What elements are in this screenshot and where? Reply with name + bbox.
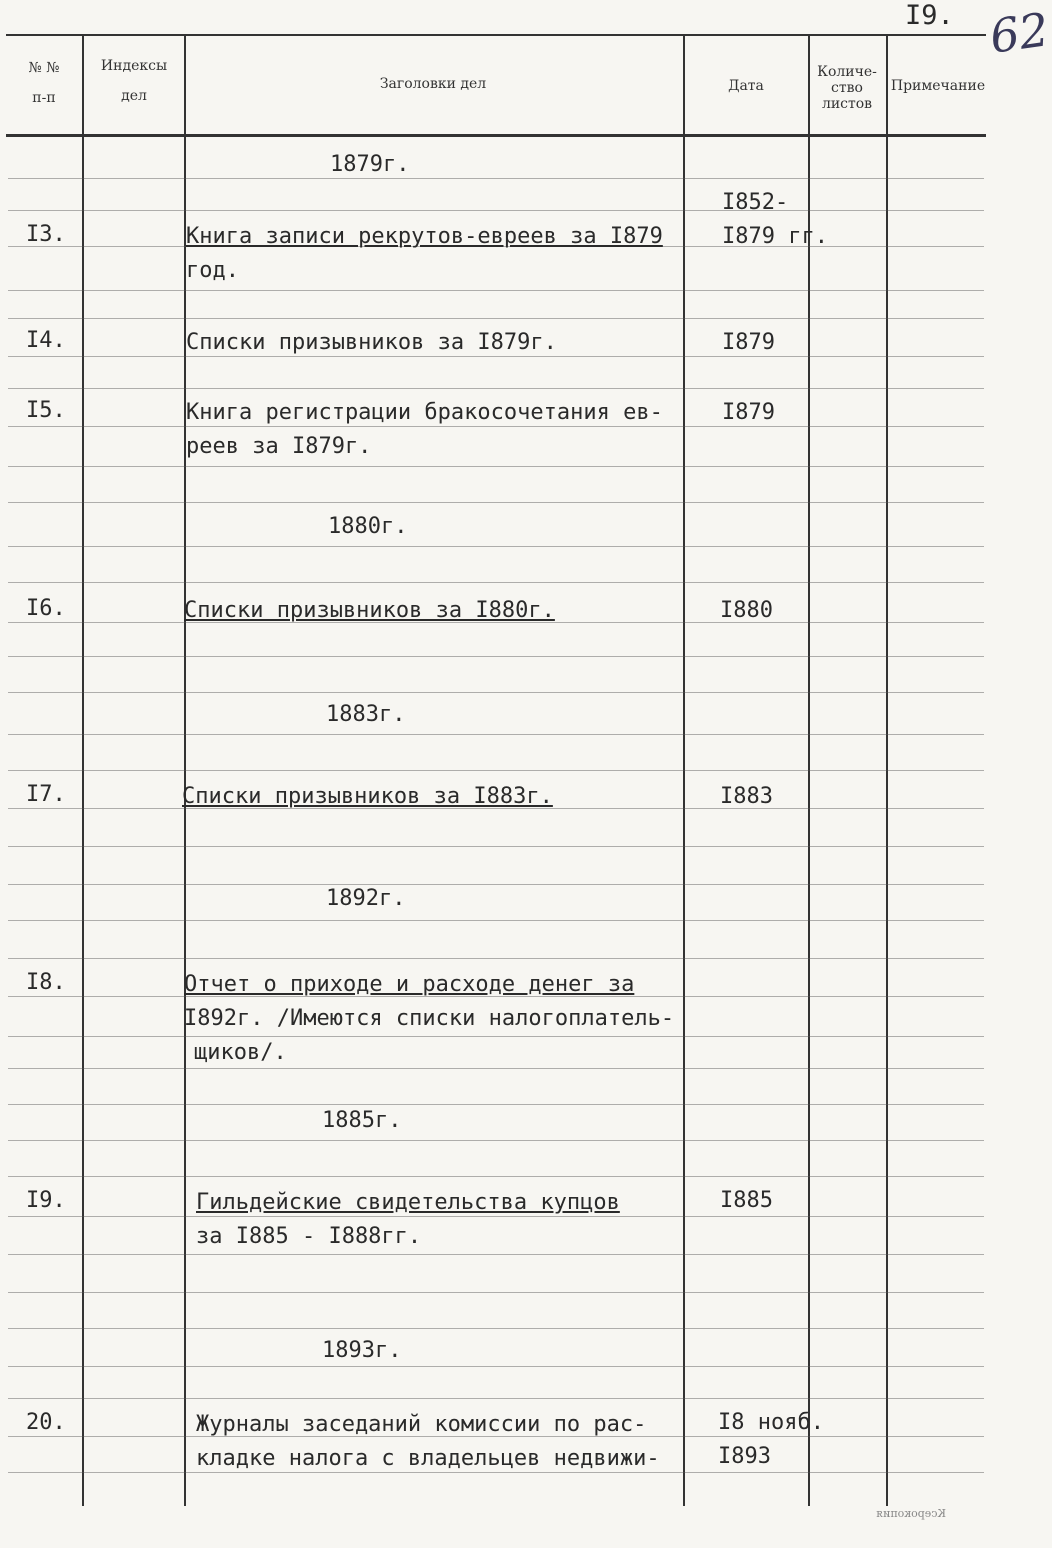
- entry-title-line: Списки призывников за I880г.: [184, 598, 555, 623]
- ruled-line: [8, 356, 984, 357]
- ruled-line: [8, 1036, 984, 1037]
- ruled-line: [8, 426, 984, 427]
- page-number: I9.: [905, 0, 954, 31]
- handwritten-page-mark: 62: [986, 2, 1052, 64]
- entry-title-line: реев за I879г.: [186, 434, 372, 459]
- ruled-line: [8, 920, 984, 921]
- header-sheets: Количе- ство листов: [817, 64, 877, 112]
- ruled-line: [8, 1140, 984, 1141]
- ruled-line: [8, 1216, 984, 1217]
- ruled-line: [8, 502, 984, 503]
- year-heading: 1883г.: [326, 702, 406, 727]
- ruled-line: [8, 958, 984, 959]
- col-divider-1: [82, 36, 84, 1506]
- entry-title-line: Журналы заседаний комиссии по рас-: [196, 1412, 647, 1437]
- year-heading: 1879г.: [330, 152, 410, 177]
- ruled-line: [8, 1366, 984, 1367]
- entry-title-line: Списки призывников за I883г.: [182, 784, 553, 809]
- entry-title-line: Гильдейские свидетельства купцов: [196, 1190, 620, 1215]
- entry-title-line: за I885 - I888гг.: [196, 1224, 422, 1249]
- ruled-line: [8, 210, 984, 211]
- entry-number: I9.: [26, 1188, 66, 1213]
- ruled-line: [8, 656, 984, 657]
- entry-title-line: Книга записи рекрутов-евреев за I879: [186, 224, 663, 249]
- ruled-line: [8, 466, 984, 467]
- footer-stamp: Ксерокопия: [876, 1507, 946, 1520]
- entry-title-line: Книга регистрации бракосочетания ев-: [186, 400, 663, 425]
- ruled-line: [8, 692, 984, 693]
- col-divider-3: [683, 36, 685, 1506]
- entry-number: I4.: [26, 328, 66, 353]
- ruled-line: [8, 582, 984, 583]
- entry-title-line: Списки призывников за I879г.: [186, 330, 557, 355]
- header-date: Дата: [728, 78, 764, 94]
- header-index: Индексы дел: [100, 58, 168, 104]
- header-num: № № п-п: [28, 60, 60, 106]
- entry-title-line: Отчет о приходе и расходе денег за: [184, 972, 635, 997]
- year-heading: 1880г.: [328, 514, 408, 539]
- ruled-line: [8, 178, 984, 179]
- ruled-line: [8, 1472, 984, 1473]
- entry-number: 20.: [26, 1410, 66, 1435]
- ruled-line: [8, 770, 984, 771]
- entry-title-line: год.: [186, 258, 239, 283]
- entry-number: I6.: [26, 596, 66, 621]
- ruled-line: [8, 1398, 984, 1399]
- ruled-line: [8, 318, 984, 319]
- entry-number: I8.: [26, 970, 66, 995]
- entry-title-line: I892г. /Имеются списки налогоплатель-: [184, 1006, 675, 1031]
- entry-number: I5.: [26, 398, 66, 423]
- ruled-line: [8, 1104, 984, 1105]
- entry-title-line: кладке налога с владельцев недвижи-: [196, 1446, 660, 1471]
- entry-date-line: I893: [718, 1444, 771, 1469]
- ruled-line: [8, 1068, 984, 1069]
- entry-date-line: I879: [722, 400, 775, 425]
- col-divider-4: [808, 36, 810, 1506]
- entry-date-line: I852-: [722, 190, 789, 215]
- header-note: Примечание: [890, 78, 986, 94]
- entry-number: I7.: [26, 782, 66, 807]
- year-heading: 1893г.: [322, 1338, 402, 1363]
- entry-date-line: I885: [720, 1188, 773, 1213]
- col-divider-2: [184, 36, 186, 1506]
- year-heading: 1892г.: [326, 886, 406, 911]
- entry-date-line: I880: [720, 598, 773, 623]
- header-title: Заголовки дел: [379, 76, 487, 92]
- year-heading: 1885г.: [322, 1108, 402, 1133]
- entry-date-line: I879: [722, 330, 775, 355]
- ruled-line: [8, 290, 984, 291]
- entry-date-line: I879 гг.: [722, 224, 828, 249]
- col-divider-5: [886, 36, 888, 1506]
- ruled-line: [8, 388, 984, 389]
- entry-title-line: щиков/.: [194, 1040, 287, 1065]
- ruled-line: [8, 1254, 984, 1255]
- ruled-line: [8, 846, 984, 847]
- ruled-line: [8, 1176, 984, 1177]
- header-bottom-rule: [6, 134, 986, 137]
- ruled-line: [8, 1328, 984, 1329]
- ruled-line: [8, 546, 984, 547]
- header-top-rule: [6, 34, 986, 36]
- ruled-line: [8, 1292, 984, 1293]
- entry-date-line: I8 нояб.: [718, 1410, 824, 1435]
- ruled-line: [8, 884, 984, 885]
- entry-number: I3.: [26, 222, 66, 247]
- ruled-line: [8, 734, 984, 735]
- entry-date-line: I883: [720, 784, 773, 809]
